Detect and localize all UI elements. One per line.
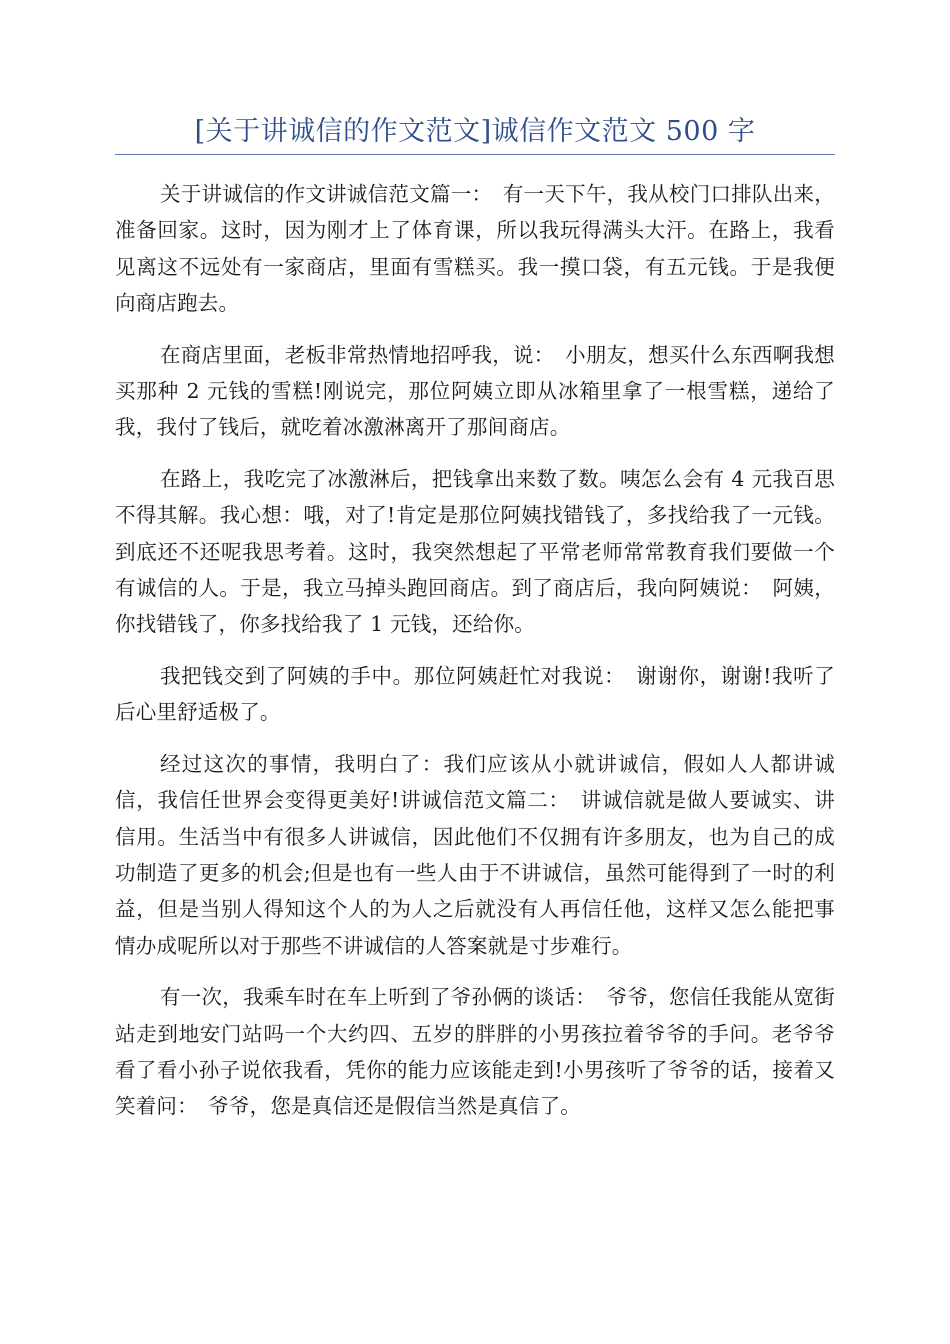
paragraph-3: 在路上，我吃完了冰激淋后，把钱拿出来数了数。咦怎么会有 4 元我百思不得其解。我心想：哦，对了!肯定是那位阿姨找错钱了，多找给我了一元钱。到底还不还呢我思考着。这时，我突然想起了平常老师常常教育我们要做一个有诚信的人。于是，我立马掉头跑回商店。到了商店后，我向阿姨说： 阿姨，你找错钱了，你多找给我了 1 元钱，还给你。 [115, 466, 835, 637]
paragraph-6: 有一次，我乘车时在车上听到了爷孙俩的谈话： 爷爷，您信任我能从宽街站走到地安门站吗一个大约四、五岁的胖胖的小男孩拉着爷爷的手问。老爷爷看了看小孙子说依我看，凭你的能力应该能走到!小男孩听了爷爷的话，接着又笑着问： 爷爷，您是真信还是假信当然是真信了。 [115, 985, 835, 1119]
paragraph-5: 经过这次的事情，我明白了：我们应该从小就讲诚信，假如人人都讲诚信，我信任世界会变得更美好!讲诚信范文篇二： 讲诚信就是做人要诚实、讲信用。生活当中有很多人讲诚信，因此他们不仅拥有许多朋友，也为自己的成功制造了更多的机会;但是也有一些人由于不讲诚信，虽然可能得到了一时的利益，但是当别人得知这个人的为人之后就没有人再信任他，这样又怎么能把事情办成呢所以对于那些不讲诚信的人答案就是寸步难行。 [115, 751, 835, 958]
page-title: [关于讲诚信的作文范文]诚信作文范文 500 字 [194, 116, 756, 147]
paragraph-1: 关于讲诚信的作文讲诚信范文篇一： 有一天下午，我从校门口排队出来，准备回家。这时，因为刚才上了体育课，所以我玩得满头大汗。在路上，我看见离这不远处有一家商店，里面有雪糕买。我一摸口袋，有五元钱。于是我便向商店跑去。 [115, 182, 835, 316]
article-body [115, 176, 835, 1140]
title-underline [115, 154, 835, 155]
paragraph-2: 在商店里面，老板非常热情地招呼我，说： 小朋友，想买什么东西啊我想买那种 2 元钱的雪糕!刚说完，那位阿姨立即从冰箱里拿了一根雪糕，递给了我，我付了钱后，就吃着冰激淋离开了那间商店。 [115, 342, 835, 440]
paragraph-4: 我把钱交到了阿姨的手中。那位阿姨赶忙对我说： 谢谢你，谢谢!我听了后心里舒适极了。 [115, 663, 835, 725]
